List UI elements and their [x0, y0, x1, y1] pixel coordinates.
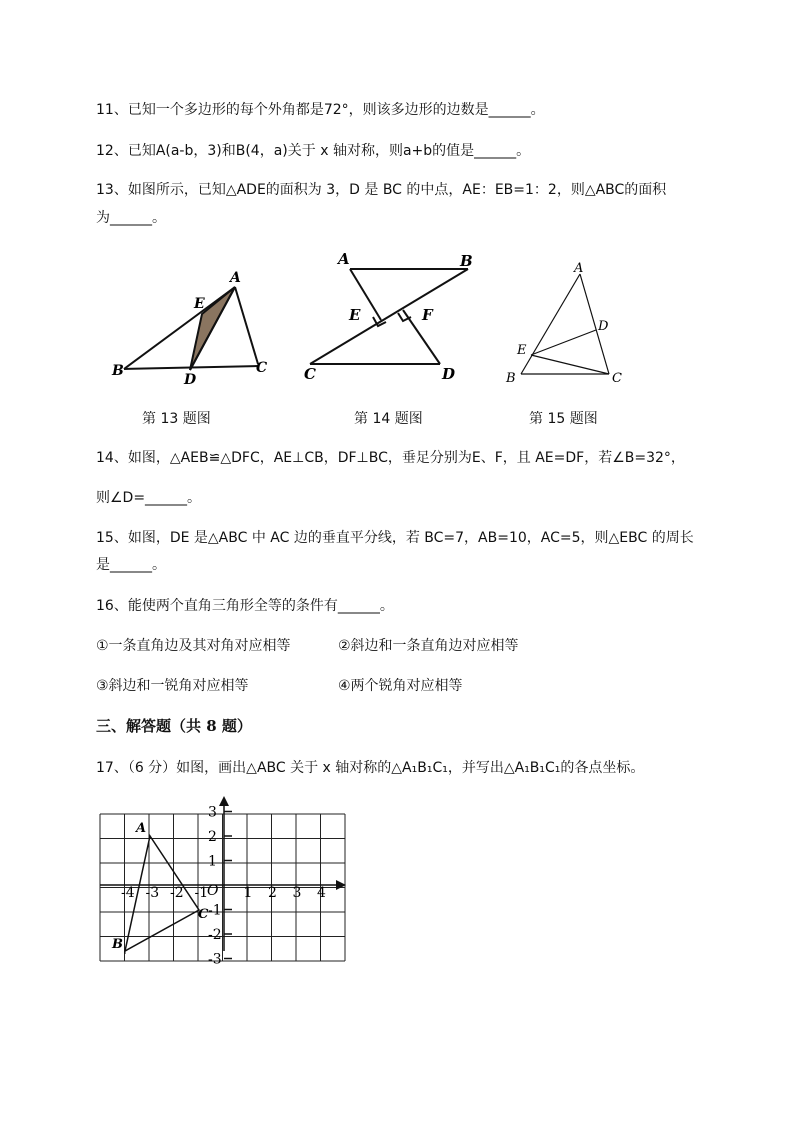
question-15-line-2: 是______。	[96, 557, 166, 573]
label-a: A	[338, 250, 350, 268]
label-c: C	[256, 360, 268, 376]
x-tick-label: -4	[121, 885, 135, 901]
y-tick-label: 3	[208, 804, 217, 821]
label-b: B	[112, 937, 123, 952]
label-d: D	[442, 365, 456, 383]
y-tick-label: -3	[208, 951, 222, 968]
x-tick-label: 4	[317, 885, 326, 901]
label-a: A	[574, 261, 584, 276]
x-tick-label: 3	[292, 885, 302, 901]
label-c: C	[304, 365, 316, 383]
x-tick-label: -2	[170, 885, 184, 901]
figure-13	[106, 262, 306, 392]
label-e: E	[349, 306, 361, 324]
label-b: B	[506, 371, 516, 386]
question-16: 16、能使两个直角三角形全等的条件有______。	[96, 598, 394, 614]
triangle-abc	[125, 836, 199, 951]
question-17: 17、（6 分）如图，画出△ABC 关于 x 轴对称的△A₁B₁C₁，并写出△A₁B₁C₁的各点坐标。	[96, 760, 645, 776]
label-a: A	[136, 821, 147, 836]
x-tick-label: 2	[268, 885, 277, 901]
question-11: 11、已知一个多边形的每个外角都是72°，则该多边形的边数是______。	[96, 102, 545, 118]
question-12: 12、已知A(a-b，3)和B(4，a)关于 x 轴对称，则a+b的值是______。	[96, 143, 531, 159]
label-c: C	[612, 371, 622, 386]
option-1: ①一条直角边及其对角对应相等	[96, 638, 291, 654]
y-tick-label: 2	[208, 829, 217, 845]
y-tick-label: -1	[208, 902, 222, 919]
label-origin: O	[207, 883, 219, 899]
option-2: ②斜边和一条直角边对应相等	[338, 638, 519, 654]
question-13-line-1: 13、如图所示，已知△ADE的面积为 3，D 是 BC 的中点，AE：EB=1：2，则△ABC的面积	[96, 182, 667, 198]
question-13-line-2: 为______。	[96, 210, 166, 226]
coordinate-grid	[94, 796, 354, 968]
label-f: F	[422, 306, 433, 324]
label-a: A	[230, 270, 241, 286]
label-e: E	[194, 296, 205, 312]
label-c: C	[198, 907, 209, 922]
question-15-line-1: 15、如图，DE 是△ABC 中 AC 边的垂直平分线，若 BC=7，AB=10，AC=5，则△EBC 的周长	[96, 530, 694, 546]
y-tick-label: 1	[208, 853, 217, 870]
grid-lines	[100, 814, 345, 961]
label-d: D	[598, 319, 609, 334]
label-b: B	[112, 363, 124, 379]
question-14-line-2: 则∠D=______。	[96, 490, 202, 506]
label-b: B	[460, 252, 473, 270]
caption-fig-15: 第 15 题图	[529, 411, 598, 427]
x-tick-label: -3	[145, 885, 160, 901]
figure-15	[500, 258, 640, 388]
option-3: ③斜边和一锐角对应相等	[96, 678, 249, 694]
label-e: E	[517, 343, 527, 358]
option-4: ④两个锐角对应相等	[338, 678, 463, 694]
x-tick-label: 1	[243, 885, 253, 901]
caption-fig-13: 第 13 题图	[142, 411, 211, 427]
question-14-line-1: 14、如图，△AEB≌△DFC，AE⊥CB，DF⊥BC，垂足分别为E、F，且 AE=DF，若∠B=32°，	[96, 450, 685, 466]
caption-fig-14: 第 14 题图	[354, 411, 423, 427]
label-d: D	[184, 372, 197, 388]
figure-14	[300, 248, 500, 388]
y-tick-label: -2	[208, 927, 222, 943]
section-heading: 三、解答题（共 8 题）	[96, 717, 252, 735]
y-axis-arrow	[219, 796, 229, 806]
x-tick-label: -1	[194, 885, 209, 901]
